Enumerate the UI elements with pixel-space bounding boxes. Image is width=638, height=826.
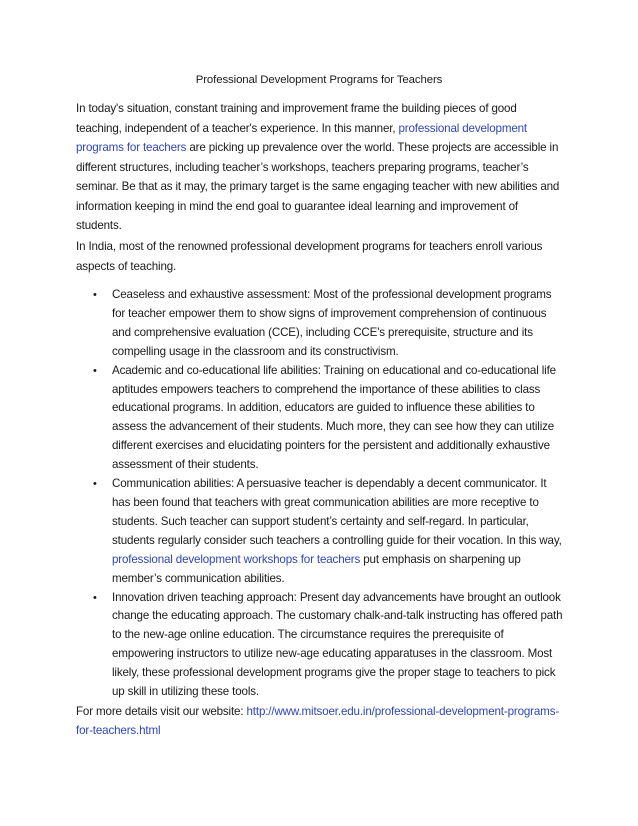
bullet-text-start: Communication abilities: A persuasive teacher is dependably a decent communicator. It has been found that teachers with great communication abilities are more receptive to students. Such teacher can support student’s certainty and self-regard. In particular, students regularly consider such teachers a controlling guide for their vocation. In this way, [112,477,562,547]
bullet-item-assessment [76,286,564,362]
bullet-icon: • [93,478,97,491]
bullet-text: Innovation driven teaching approach: Present day advancements have brought an outlook change the educating approach. The customary chalk-and-talk instructing has offered path to the new-age online education. The circumstance requires the prerequisite of empowering instructors to utilize new-age educating apparatuses in the classroom. Most likely, these professional development programs give the proper stage to teachers to pick up skill in utilizing these tools. [112,590,563,699]
bullet-list [76,286,564,702]
bullet-text: Ceaseless and exhaustive assessment: Most of the professional development programs for teacher empower them to show signs of improvement comprehension of continuous and comprehensive evaluation (CCE), including CCE's prerequisite, structure and its compelling usage in the classroom and its constructivism. [112,288,552,358]
bullet-icon: • [93,364,97,377]
intro-text-start: In today's situation, constant training and improvement frame the building pieces of good teaching, independent of a teacher's experience. In this manner, [76,102,517,135]
bullet-text-end: put emphasis on sharpening up member’s communication abilities. [112,552,521,585]
website-link[interactable]: http://www.mitsoer.edu.in/professional-development-programs-for-teachers.html [76,705,560,737]
intro-link[interactable]: professional development programs for teachers [76,121,527,154]
bullet-item-life-abilities [76,362,564,475]
india-paragraph: In India, most of the renowned professional development programs for teachers enroll various aspects of teaching. [76,240,543,273]
bullet-item-communication [76,475,564,588]
footer-label: For more details visit our website: [76,705,247,718]
bullet-icon: • [93,591,97,604]
workshops-link[interactable]: professional development workshops for teachers [112,552,361,566]
document-title: Professional Development Programs for Teachers [195,74,443,86]
bullet-icon: • [93,289,97,301]
intro-paragraph [76,99,564,236]
intro-text-end: are picking up prevalence over the world. These projects are accessible in different structures, including teacher’s workshops, teachers preparing programs, teacher’s seminar. Be that as it may, the primary target is the same engaging teacher with new abilities and information keeping in mind the end goal to guarantee ideal learning and improvement of students. [76,141,560,232]
bullet-item-innovation [76,589,564,702]
bullet-text: Academic and co-educational life abilities: Training on educational and co-educational life aptitudes empowers teachers to comprehend the importance of these abilities to class educational programs. In addition, educators are guided to influence these abilities to assess the advancement of their students. Much more, they can see how they can utilize different exercises and elucidating pointers for the persistent and additionally exhaustive assessment of their students. [112,363,556,472]
footer-paragraph [76,702,564,740]
